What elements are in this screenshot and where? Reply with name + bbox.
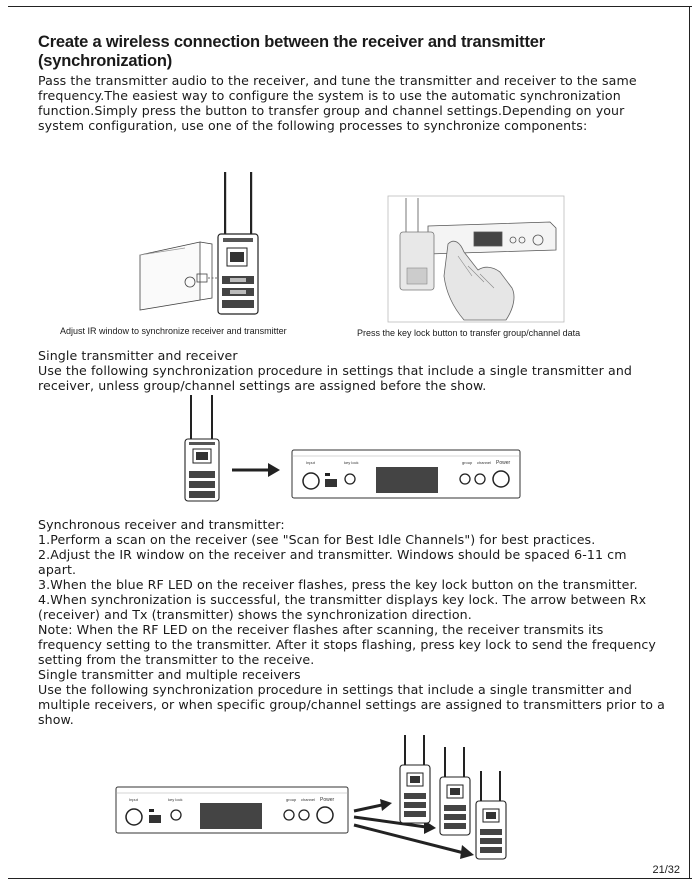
- bottom-rule: [8, 878, 692, 879]
- bodypack-transmitter-icon: [218, 172, 258, 314]
- bodypack-transmitter-icon: [440, 747, 470, 835]
- top-rule: [8, 6, 692, 7]
- svg-text:key lock: key lock: [168, 797, 183, 802]
- figure-key-lock-illustration: [388, 196, 564, 322]
- receiver-front-panel: [116, 787, 348, 833]
- right-rule: [689, 6, 690, 878]
- figure-single-sync: [180, 395, 530, 505]
- page-heading: Create a wireless connection between the receiver and transmitter (synchronization): [38, 33, 545, 70]
- caption-ir-window: Adjust IR window to synchronize receiver and transmitter: [60, 326, 287, 336]
- caption-key-lock: Press the key lock button to transfer group/channel data: [357, 328, 581, 338]
- single-transmitter-section: Single transmitter and receiver Use the following synchronization procedure in settings that include a single transmitter and receiver, unless group/channel settings are assigned before the show.: [38, 348, 633, 393]
- svg-text:Input: Input: [129, 797, 138, 802]
- intro-paragraph: Pass the transmitter audio to the receiver, and tune the transmitter and receiver to the same frequency.The easiest way to configure the system is to use the automatic synchronization function.Simply press the button to transfer group and channel settings.Depending on your system configuration, use one of the following processes to synchronize components:: [38, 73, 637, 133]
- figure-ir-window-illustration: [130, 170, 290, 320]
- bodypack-transmitter-icon: [185, 395, 219, 501]
- svg-text:channel: channel: [301, 797, 316, 802]
- input-label: Input: [306, 460, 315, 465]
- receiver-front-panel: [292, 450, 520, 498]
- steps-section: Synchronous receiver and transmitter: 1.Perform a scan on the receiver (see "Scan for Best Idle Channels") for best practices. 2.Adjust the IR window on the receiver and transmitter. Windows should be spaced 6-11 cm apart. 3.When the blue RF LED on the receiver flashes, press the key lock button on the transmitter. 4.When synchronization is successful, the transmitter displays key lock. The arrow between Rx (receiver) and Tx (transmitter) shows the synchronization direction. Note: When the RF LED on the receiver flashes after scanning, the receiver transmits its frequency setting to the transmitter. After it stops flashing, press key lock to send the frequency setting from the transmitter to the receive. Single transmitter and multiple receivers Use the following synchronization procedure in settings that include a single transmitter and multiple receivers, or when specific group/channel settings are assigned to transmitters prior to a show.: [38, 517, 665, 727]
- page-number: 21/32: [652, 864, 680, 876]
- keylock-label: key lock: [344, 460, 359, 465]
- bodypack-transmitter-icon: [476, 771, 506, 859]
- group-label: group: [462, 460, 473, 465]
- figure-multi-sync: [110, 735, 530, 875]
- svg-text:Power: Power: [320, 797, 335, 803]
- svg-text:group: group: [286, 797, 297, 802]
- power-label: Power: [496, 460, 511, 466]
- arrow-icon: [232, 463, 280, 477]
- bodypack-transmitter-icon: [400, 735, 430, 823]
- channel-label: channel: [477, 460, 492, 465]
